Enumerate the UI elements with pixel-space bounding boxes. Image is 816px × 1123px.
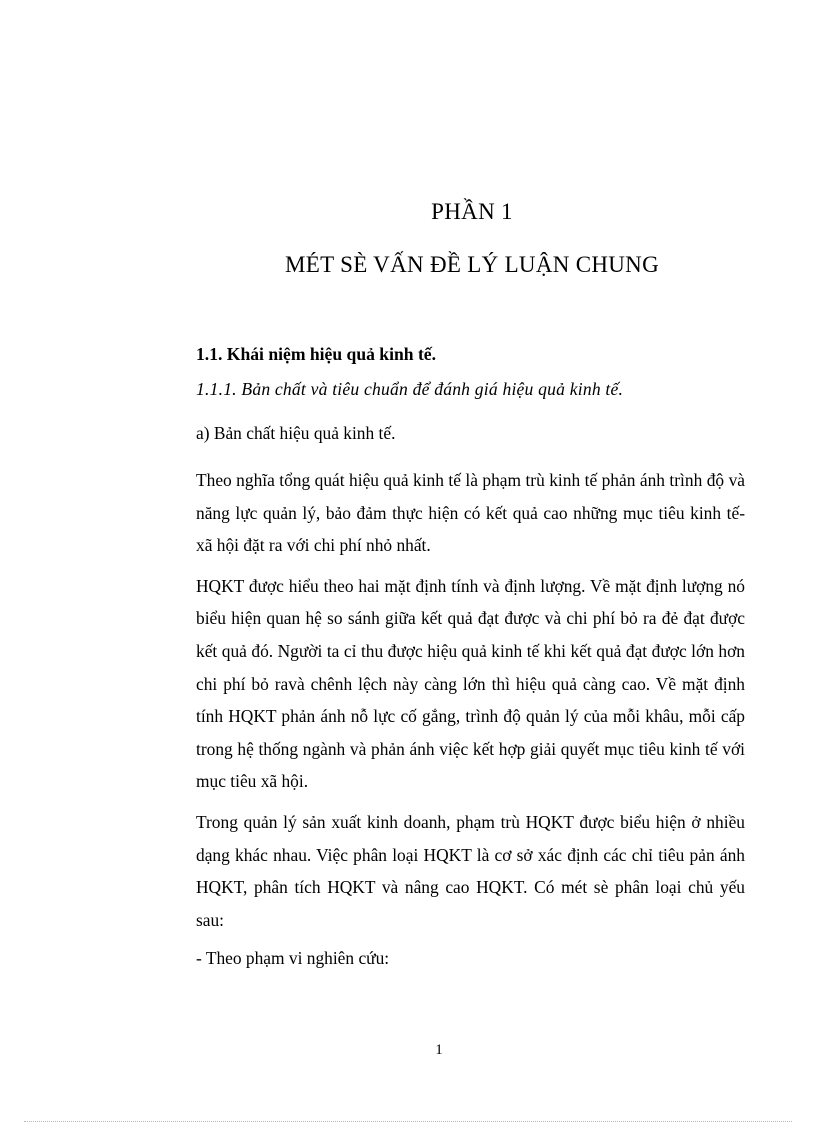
paragraph: Theo nghĩa tổng quát hiệu quả kinh tế là phạm trù kinh tế phản ánh trình độ và năng lực quản lý, bảo đảm thực hiện có kết quả cao những mục tiêu kinh tế- xã hội đặt ra với chi phí nhỏ nhất. (196, 470, 745, 556)
page-number: 1 (435, 1042, 443, 1058)
part-label: PHẦN 1 (431, 199, 513, 224)
part-title: MÉT SÈ VẤN ĐỀ LÝ LUẬN CHUNG (285, 252, 659, 277)
document-body (196, 340, 745, 972)
subsection-heading: 1.1.1. Bản chất và tiêu chuẩn để đánh giá hiệu quả kinh tế. (196, 379, 624, 399)
paragraph: Trong quản lý sản xuất kinh doanh, phạm trù HQKT được biểu hiện ở nhiều dạng khác nhau. Việc phân loại HQKT là cơ sở xác định các chỉ tiêu pản ánh HQKT, phân tích HQKT và nâng cao HQKT. Có mét sè phân loại chủ yếu sau: (196, 811, 745, 930)
bullet-item: - Theo phạm vi nghiên cứu: (196, 948, 390, 969)
item-heading: a) Bản chất hiệu quả kinh tế. (196, 423, 396, 443)
paragraph: HQKT được hiểu theo hai mặt định tính và định lượng. Về mặt định lượng nó biểu hiện quan hệ so sánh giữa kết quả đạt được và chi phí bỏ ra đẻ đạt được kết quả đó. Người ta cỉ thu được hiệu quả kinh tế khi kết quả đạt được lớn hơn chi phí bỏ ravà chênh lệch này càng lớn thì hiệu quả càng cao. Về mặt định tính HQKT phản ánh nỗ lực cố gắng, trình độ quản lý của mỗi khâu, mỗi cấp trong hệ thống ngành và phản ánh việc kết hợp giải quyết mục tiêu kinh tế với mục tiêu xã hội. (196, 575, 745, 792)
section-heading: 1.1. Khái niệm hiệu quả kinh tế. (196, 344, 437, 364)
page-bottom-divider (24, 1121, 792, 1122)
